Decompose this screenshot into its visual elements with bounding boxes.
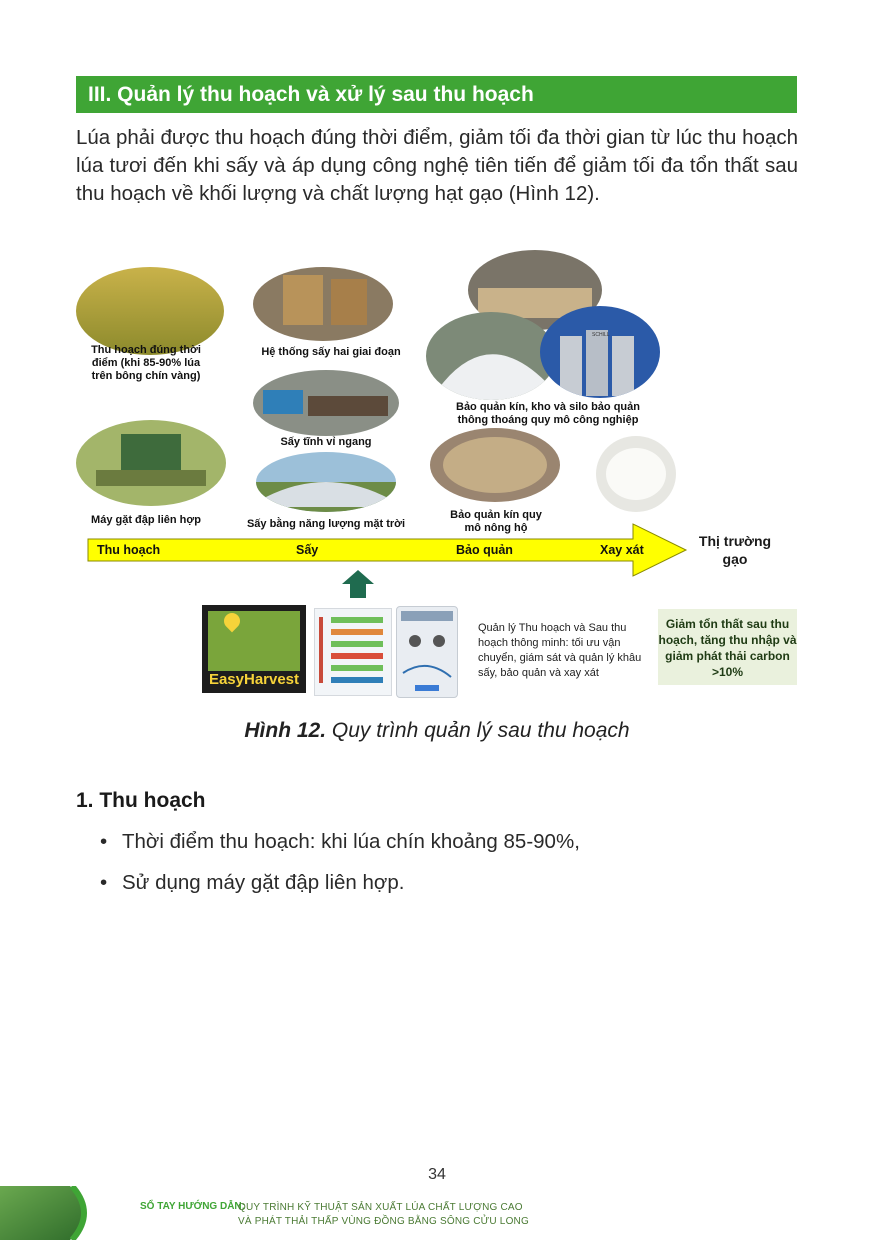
footer-text [238, 1201, 529, 1229]
stage-storage: Bảo quản [456, 543, 513, 557]
app-phone-panel [396, 606, 458, 698]
label-solar-dryer: Sấy bằng năng lượng mặt trời [246, 518, 406, 530]
stage-harvest: Thu hoạch [97, 543, 161, 557]
bullet-item: • Sử dụng máy gặt đập liên hợp. [100, 871, 405, 894]
process-arrow [76, 522, 688, 578]
smart-management-text: Quản lý Thu hoạch và Sau thu hoạch thông minh: tối ưu vận chuyển, giám sát và quản lý khâu sấy, bảo quản và xay xát [478, 622, 642, 679]
hermetic-cover-photo [426, 312, 556, 400]
farm-bag-photo [430, 428, 560, 502]
stage-drying: Sấy [296, 543, 319, 557]
easyharvest-logo [202, 605, 306, 693]
bullet-text: Thời điểm thu hoạch: khi lúa chín khoảng 85-90%, [122, 830, 580, 853]
rice-field-photo [76, 267, 224, 355]
label-combine: Máy gặt đập liên hợp [91, 514, 201, 526]
solar-dryer-photo [256, 452, 396, 512]
flat-bed-dryer-photo [253, 370, 399, 436]
stage-milling: Xay xát [600, 543, 644, 557]
sub-heading: 1. Thu hoạch [76, 789, 206, 812]
result-box: Giảm tổn thất sau thu hoạch, tăng thu nhập và giảm phát thải carbon >10% [658, 609, 797, 685]
label-harvest-time: Thu hoạch đúng thời điểm (khi 85-90% lúa trên bông chín vàng) [91, 344, 201, 382]
up-arrow-icon [340, 568, 376, 600]
app-name: EasyHarvest [208, 671, 300, 688]
footer-line-1: QUY TRÌNH KỸ THUẬT SẢN XUẤT LÚA CHẤT LƯỢNG CAO [238, 1202, 523, 1213]
bullet-text: Sử dụng máy gặt đập liên hợp. [122, 871, 405, 894]
label-flat-bed-dryer: Sấy tĩnh vỉ ngang [280, 436, 372, 448]
caption-text: Quy trình quản lý sau thu hoạch [331, 719, 630, 742]
app-chart-panel [314, 608, 392, 696]
page-number: 34 [428, 1166, 446, 1183]
silo-photo [540, 306, 660, 398]
rice-market-label: Thị trường gạo [698, 533, 772, 567]
label-hermetic-farm: Bảo quản kín quy mô nông hộ [450, 509, 542, 534]
footer-line-2: VÀ PHÁT THẢI THẤP VÙNG ĐỒNG BẰNG SÔNG CỬU LONG [238, 1216, 529, 1227]
section-title: III. Quản lý thu hoạch và xử lý sau thu hoạch [76, 76, 797, 113]
footer-field-image [0, 1186, 100, 1240]
combine-harvester-photo [76, 420, 226, 506]
two-stage-dryer-photo [253, 267, 393, 341]
footer-label: SỔ TAY HƯỚNG DẪN: [140, 1201, 245, 1212]
bullet-item: • Thời điểm thu hoạch: khi lúa chín khoảng 85-90%, [100, 830, 580, 853]
intro-paragraph: Lúa phải được thu hoạch đúng thời điểm, giảm tối đa thời gian từ lúc thu hoạch lúa tươi đến khi sấy và áp dụng công nghệ tiên tiến để giảm tối đa tổn thất sau thu hoạch về khối lượng và chất lượng hạt gạo (Hình 12). [76, 126, 798, 205]
label-silo-storage: Bảo quản kín, kho và silo bảo quản thông thoáng quy mô công nghiệp [456, 401, 640, 426]
label-two-stage-dryer: Hệ thống sấy hai giai đoạn [261, 346, 401, 358]
caption-number: Hình 12. [244, 719, 327, 742]
silo-sign: SCHILL [592, 332, 610, 338]
milled-rice-photo [596, 436, 676, 512]
figure-caption [0, 719, 874, 743]
